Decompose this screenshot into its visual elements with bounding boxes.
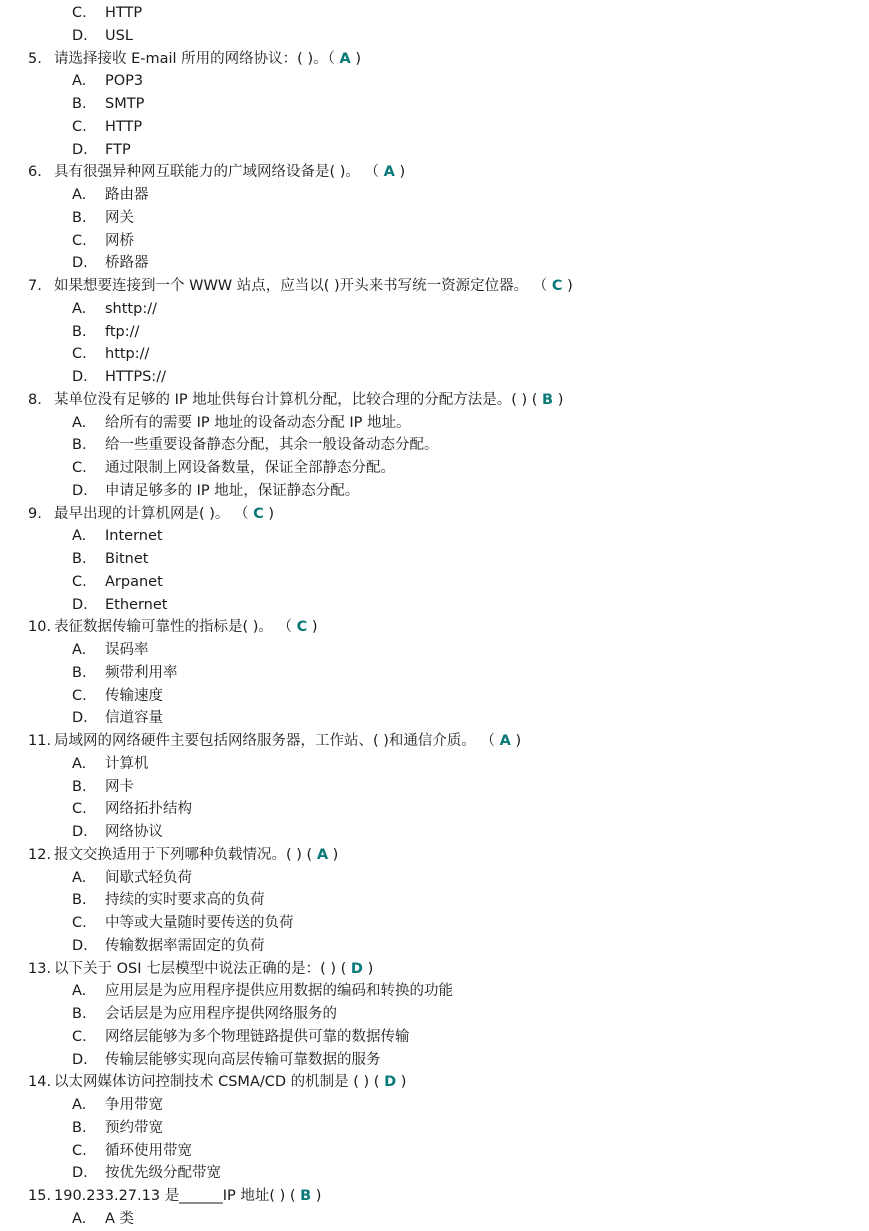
answer-key: C xyxy=(551,278,563,294)
option-text: 给一些重要设备静态分配，其余一般设备动态分配。 xyxy=(105,437,439,454)
option-label: B. xyxy=(72,551,87,567)
question-text: 以太网媒体访问控制技术 CSMA/CD 的机制是 ( ) ( xyxy=(54,1074,380,1091)
option-text: 申请足够多的 IP 地址，保证静态分配。 xyxy=(105,482,360,499)
option-label: B. xyxy=(72,778,87,795)
question-text: 报文交换适用于下列哪种负载情况。( ) ( xyxy=(54,846,313,863)
answer-option xyxy=(0,434,869,457)
option-label: A. xyxy=(72,1097,87,1113)
option-text: 持续的实时要求高的负荷 xyxy=(105,892,265,909)
question-number: 13. xyxy=(28,960,52,977)
answer-option xyxy=(0,1026,869,1049)
question-stem xyxy=(0,844,869,867)
answer-option xyxy=(0,366,869,389)
answer-option xyxy=(0,594,869,617)
answer-key: B xyxy=(542,391,554,408)
option-text: 信道容量 xyxy=(105,710,163,727)
option-text: 计算机 xyxy=(105,755,149,772)
answer-option xyxy=(0,571,869,594)
option-text: 预约带宽 xyxy=(105,1119,163,1136)
question-number: 10. xyxy=(28,619,52,636)
option-label: A. xyxy=(72,1210,87,1227)
close-paren: ) xyxy=(315,1188,322,1204)
question-stem xyxy=(0,503,869,526)
option-text: 网络协议 xyxy=(105,824,163,840)
option-label: A. xyxy=(72,528,87,545)
close-paren: ) xyxy=(268,505,275,522)
close-paren: ) xyxy=(567,278,573,294)
option-label: A. xyxy=(72,642,87,658)
question-text: 具有很强异种网互联能力的广域网络设备是( )。 （ xyxy=(54,164,380,181)
option-label: D. xyxy=(72,937,88,954)
option-label: B. xyxy=(72,1006,87,1022)
answer-option xyxy=(0,662,869,685)
answer-option xyxy=(0,776,869,799)
option-label: D. xyxy=(72,1051,88,1068)
answer-option xyxy=(0,912,869,935)
question-stem xyxy=(0,730,869,753)
question-number: 14. xyxy=(28,1074,52,1091)
option-label: D. xyxy=(72,824,88,840)
option-label: D. xyxy=(72,596,88,613)
close-paren: ) xyxy=(332,846,339,863)
answer-option xyxy=(0,321,869,344)
option-text: 路由器 xyxy=(105,187,149,203)
answer-option xyxy=(0,1208,869,1231)
option-text: HTTP xyxy=(105,5,143,21)
question-text: 表征数据传输可靠性的指标是( )。 （ xyxy=(54,619,293,636)
option-label: A. xyxy=(72,983,87,1000)
option-label: C. xyxy=(72,1028,87,1045)
option-label: C. xyxy=(72,232,87,249)
answer-option xyxy=(0,821,869,844)
close-paren: ) xyxy=(367,960,374,977)
option-label: C. xyxy=(72,573,87,590)
option-label: D. xyxy=(72,141,88,158)
answer-option xyxy=(0,935,869,958)
question-stem xyxy=(0,161,869,184)
answer-option xyxy=(0,1117,869,1140)
answer-option xyxy=(0,298,869,321)
option-text: HTTP xyxy=(105,118,143,135)
option-text: 网关 xyxy=(105,209,134,226)
answer-option xyxy=(0,525,869,548)
question-text: 某单位没有足够的 IP 地址供每台计算机分配，比较合理的分配方法是。( ) ( xyxy=(54,391,538,408)
option-label: D. xyxy=(72,482,88,499)
question-number: 12. xyxy=(28,846,52,863)
option-text: FTP xyxy=(105,141,131,158)
option-label: B. xyxy=(72,323,87,340)
option-text: POP3 xyxy=(105,73,144,90)
option-text: 桥路器 xyxy=(105,255,149,272)
option-label: B. xyxy=(72,1119,87,1136)
option-text: 网络层能够为多个物理链路提供可靠的数据传输 xyxy=(105,1028,410,1045)
option-label: B. xyxy=(72,892,87,909)
question-number: 9. xyxy=(28,505,42,522)
option-label: A. xyxy=(72,187,87,203)
option-label: B. xyxy=(72,209,87,226)
option-label: C. xyxy=(72,801,87,818)
option-text: 传输层能够实现向高层传输可靠数据的服务 xyxy=(105,1051,381,1068)
question-text: 以下关于 OSI 七层模型中说法正确的是：( ) ( xyxy=(54,960,347,977)
answer-option xyxy=(0,980,869,1003)
answer-option xyxy=(0,548,869,571)
question-text: 局域网的网络硬件主要包括网络服务器，工作站、( )和通信介质。 （ xyxy=(54,733,496,749)
question-text: 最早出现的计算机网是( )。 （ xyxy=(54,505,249,522)
option-label: D. xyxy=(72,1165,88,1182)
answer-option xyxy=(0,1140,869,1163)
answer-option xyxy=(0,480,869,503)
option-text: 网桥 xyxy=(105,232,134,249)
option-text: 网卡 xyxy=(105,778,134,795)
option-label: A. xyxy=(72,414,87,431)
answer-key: D xyxy=(384,1074,397,1091)
question-number: 5. xyxy=(28,50,42,67)
close-paren: ) xyxy=(515,733,522,749)
option-text: 网络拓扑结构 xyxy=(105,801,192,818)
option-label: A. xyxy=(72,73,87,90)
question-number: 7. xyxy=(28,278,42,294)
question-number: 15. xyxy=(28,1188,52,1204)
option-label: C. xyxy=(72,118,87,135)
answer-option xyxy=(0,343,869,366)
answer-option xyxy=(0,252,869,275)
option-text: 循环使用带宽 xyxy=(105,1142,192,1159)
option-text: Bitnet xyxy=(105,551,149,567)
option-label: C. xyxy=(72,915,87,931)
question-stem xyxy=(0,275,869,298)
answer-option xyxy=(0,1162,869,1185)
option-label: C. xyxy=(72,5,87,21)
answer-option xyxy=(0,867,869,890)
answer-option xyxy=(0,207,869,230)
question-text: 190.233.27.13 是______IP 地址( ) ( xyxy=(54,1188,296,1204)
close-paren: ) xyxy=(355,50,361,67)
answer-key: B xyxy=(300,1188,312,1204)
option-text: 争用带宽 xyxy=(105,1097,163,1113)
answer-option xyxy=(0,639,869,662)
answer-key: A xyxy=(383,164,395,181)
answer-option xyxy=(0,116,869,139)
option-text: 应用层是为应用程序提供应用数据的编码和转换的功能 xyxy=(105,983,453,1000)
option-text: Internet xyxy=(105,528,163,545)
answer-option xyxy=(0,1094,869,1117)
option-text: HTTPS:// xyxy=(105,369,166,385)
answer-option xyxy=(0,753,869,776)
question-number: 8. xyxy=(28,391,42,408)
option-label: C. xyxy=(72,460,87,476)
answer-option xyxy=(0,685,869,708)
option-text: 传输速度 xyxy=(105,687,163,704)
option-text: 中等或大量随时要传送的负荷 xyxy=(105,915,294,931)
answer-key: A xyxy=(316,846,329,863)
question-stem xyxy=(0,389,869,412)
option-text: shttp:// xyxy=(105,300,157,317)
close-paren: ) xyxy=(557,391,564,408)
answer-option xyxy=(0,412,869,435)
question-stem xyxy=(0,616,869,639)
option-label: D. xyxy=(72,27,88,44)
option-text: 误码率 xyxy=(105,642,149,658)
option-text: 按优先级分配带宽 xyxy=(105,1165,221,1182)
option-label: D. xyxy=(72,710,88,727)
option-label: A. xyxy=(72,300,87,317)
answer-key: A xyxy=(339,50,351,67)
option-label: B. xyxy=(72,437,87,454)
answer-option xyxy=(0,1049,869,1072)
question-text: 如果想要连接到一个 WWW 站点，应当以( )开头来书写统一资源定位器。 （ xyxy=(54,278,548,294)
option-text: SMTP xyxy=(105,96,145,112)
question-text: 请选择接收 E-mail 所用的网络协议：( )。（ xyxy=(54,50,335,67)
answer-key: C xyxy=(253,505,264,522)
option-text: 频带利用率 xyxy=(105,664,178,681)
answer-option xyxy=(0,139,869,162)
option-text: USL xyxy=(105,27,133,44)
answer-key: C xyxy=(296,619,308,636)
answer-option xyxy=(0,93,869,116)
option-label: C. xyxy=(72,1142,87,1159)
option-label: B. xyxy=(72,664,87,681)
close-paren: ) xyxy=(400,1074,407,1091)
option-text: 会话层是为应用程序提供网络服务的 xyxy=(105,1006,337,1022)
close-paren: ) xyxy=(399,164,406,181)
answer-option xyxy=(0,1003,869,1026)
option-label: A. xyxy=(72,755,87,772)
answer-option xyxy=(0,707,869,730)
answer-option xyxy=(0,184,869,207)
option-label: B. xyxy=(72,96,87,112)
answer-option xyxy=(0,798,869,821)
answer-option xyxy=(0,230,869,253)
question-stem xyxy=(0,958,869,981)
option-text: Arpanet xyxy=(105,573,163,590)
option-text: http:// xyxy=(105,346,150,363)
question-stem xyxy=(0,1185,869,1208)
option-text: ftp:// xyxy=(105,323,140,340)
option-label: D. xyxy=(72,369,88,385)
option-label: C. xyxy=(72,687,87,704)
question-stem xyxy=(0,1071,869,1094)
option-text: 给所有的需要 IP 地址的设备动态分配 IP 地址。 xyxy=(105,414,411,431)
answer-option xyxy=(0,889,869,912)
option-label: A. xyxy=(72,869,87,886)
answer-key: A xyxy=(499,733,511,749)
option-text: A 类 xyxy=(105,1210,135,1227)
answer-option xyxy=(0,2,869,25)
option-label: C. xyxy=(72,346,87,363)
question-stem xyxy=(0,48,869,71)
option-text: 通过限制上网设备数量，保证全部静态分配。 xyxy=(105,460,395,476)
question-number: 6. xyxy=(28,164,42,181)
question-number: 11. xyxy=(28,733,52,749)
close-paren: ) xyxy=(311,619,318,636)
option-text: 传输数据率需固定的负荷 xyxy=(105,937,265,954)
option-text: Ethernet xyxy=(105,596,168,613)
answer-key: D xyxy=(350,960,363,977)
answer-option xyxy=(0,457,869,480)
option-label: D. xyxy=(72,255,88,272)
answer-option xyxy=(0,70,869,93)
option-text: 间歇式轻负荷 xyxy=(105,869,192,886)
answer-option xyxy=(0,25,869,48)
